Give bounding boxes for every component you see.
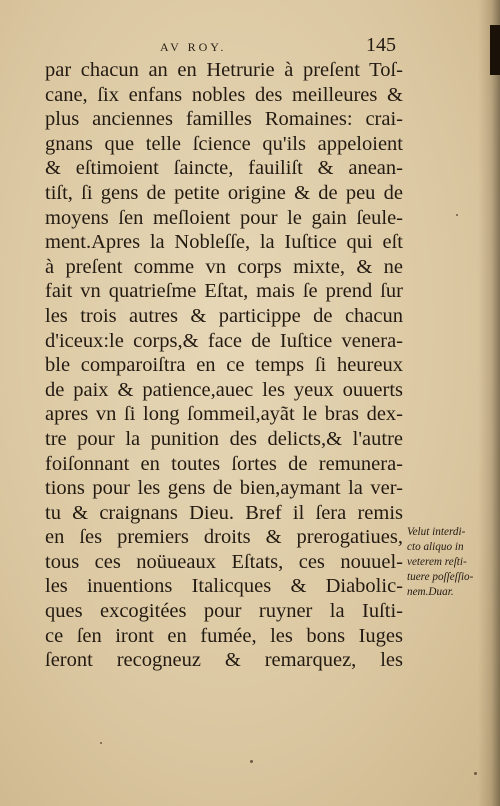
text-line: cane, ſix enfans nobles des meilleures & xyxy=(45,83,403,106)
text-line: ment.Apres la Nobleſſe, la Iuſtice qui eſt xyxy=(45,231,403,254)
text-line: ble comparoiſtra en ce temps ſi heureux xyxy=(45,354,403,377)
marginal-note-line: veterem reſti- xyxy=(407,556,467,568)
text-line: ce ſen iront en fumée, les bons Iuges xyxy=(45,624,403,647)
text-line: tions pour les gens de bien,aymant la ver- xyxy=(45,477,403,500)
page-corner-shadow xyxy=(490,25,500,75)
text-line: les trois autres & particippe de chacun xyxy=(45,304,403,327)
text-line: foiſonnant en toutes ſortes de remunera- xyxy=(45,452,403,475)
text-line: moyens ſen meſloient pour le gain ſeule- xyxy=(45,206,403,229)
paper-speck xyxy=(474,772,477,775)
text-line: plus anciennes familles Romaines: crai- xyxy=(45,108,403,131)
page-edge-shadow xyxy=(478,0,500,806)
marginal-note xyxy=(407,525,497,600)
text-line: les inuentions Italicques & Diabolic- xyxy=(45,575,403,598)
text-line: ſeront recogneuz & remarquez, les xyxy=(45,649,403,672)
text-line: apres vn ſi long ſommeil,ayãt le bras dex- xyxy=(45,403,403,426)
text-line: d'iceux:le corps,& face de Iuſtice venera- xyxy=(45,329,403,352)
text-line: & eſtimoient ſaincte, fauiliſt & anean- xyxy=(45,157,403,180)
body-text xyxy=(45,58,403,673)
running-head: AV ROY. xyxy=(160,40,227,54)
text-line: gnans que telle ſcience qu'ils appeloient xyxy=(45,132,403,155)
marginal-note-line: nem.Duar. xyxy=(407,586,454,598)
text-line: fait vn quatrieſme Eſtat, mais ſe prend ſur xyxy=(45,280,403,303)
marginal-note-line: tuere poſſeſſio- xyxy=(407,571,474,583)
marginal-note-line: Velut interdi- xyxy=(407,526,466,538)
page-number: 145 xyxy=(366,34,396,56)
text-line: en ſes premiers droits & prerogatiues, xyxy=(45,526,403,549)
marginal-note-line: cto aliquo in xyxy=(407,541,464,553)
text-line: de paix & patience,auec les yeux ouuerts xyxy=(45,378,403,401)
paper-speck xyxy=(100,742,102,744)
text-line: tre pour la punition des delicts,& l'autre xyxy=(45,427,403,450)
text-line: tu & craignans Dieu. Bref il ſera remis xyxy=(45,501,403,524)
text-line: ques excogitées pour ruyner la Iuſti- xyxy=(45,600,403,623)
paper-speck xyxy=(456,214,458,216)
text-line: tous ces noüueaux Eſtats, ces nouuel- xyxy=(45,550,403,573)
text-line: tiſt, ſi gens de petite origine & de peu de xyxy=(45,181,403,204)
text-line: par chacun an en Hetrurie à preſent Toſ- xyxy=(45,59,403,81)
paper-speck xyxy=(250,760,253,763)
text-line: à preſent comme vn corps mixte, & ne xyxy=(45,255,403,278)
